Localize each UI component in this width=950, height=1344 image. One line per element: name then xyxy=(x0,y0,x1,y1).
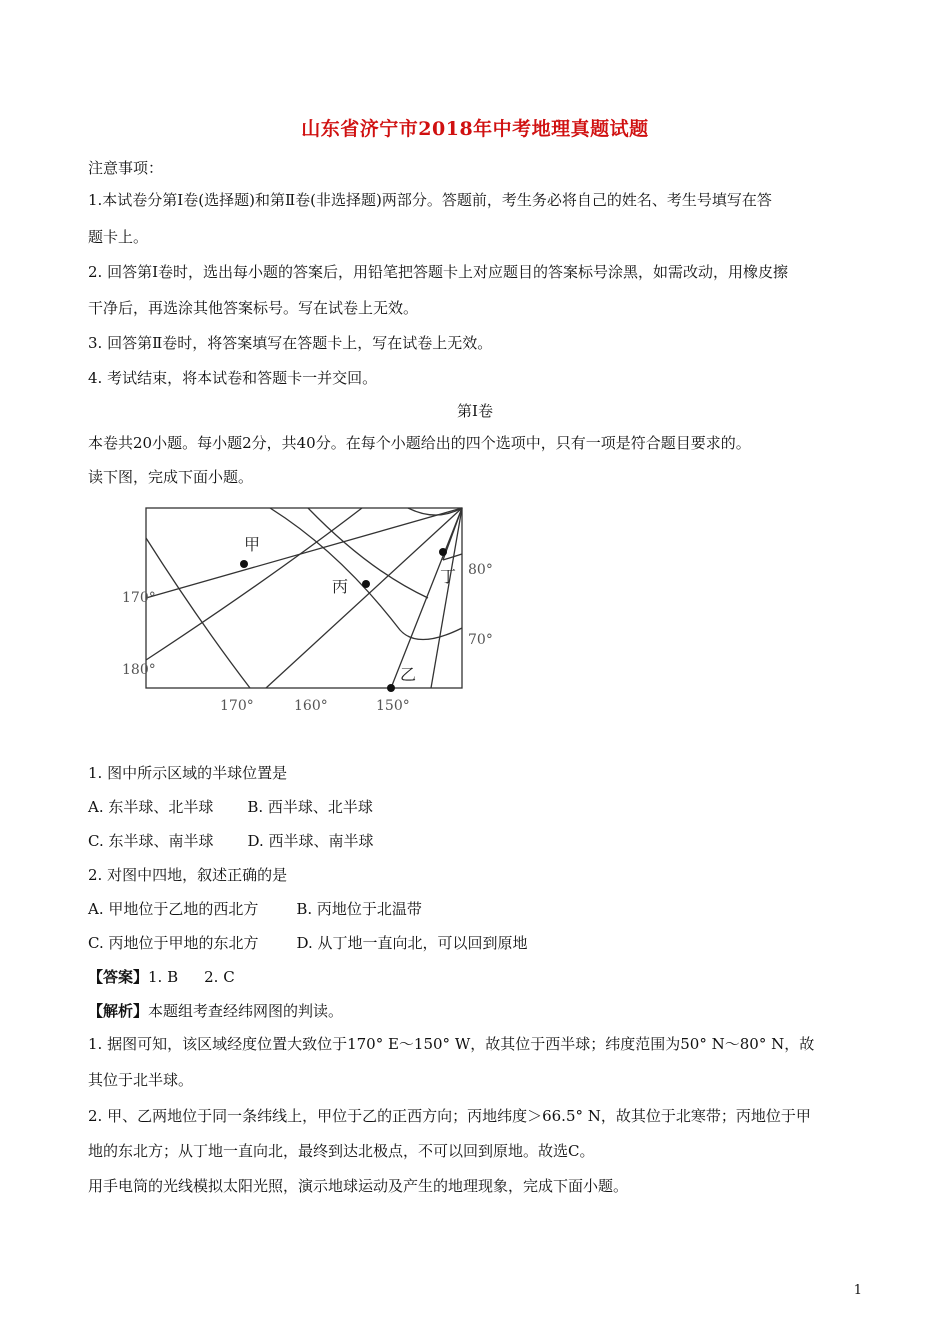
analysis-intro: 本题组考查经纬网图的判读。 xyxy=(148,1002,344,1020)
left-170-label: 170° xyxy=(122,590,156,606)
lat-80-label: 80° xyxy=(468,562,493,578)
analysis-p1: 1. 据图可知，该区域经度位置大致位于170° E～150° W，故其位于西半球；纬度范围为50° N～80° N，故 xyxy=(88,1035,815,1053)
q2-option-c: C. 丙地位于甲地的东北方 xyxy=(88,934,259,952)
analysis-p2-cont: 地的东北方；从丁地一直向北，最终到达北极点，不可以回到原地。故选C。 xyxy=(88,1142,595,1160)
lat-70-label: 70° xyxy=(468,632,493,648)
answer-line xyxy=(88,966,235,987)
q1-stem: 1. 图中所示区域的半球位置是 xyxy=(88,764,288,782)
read-prompt: 读下图，完成下面小题。 xyxy=(88,468,254,486)
page-number: 1 xyxy=(853,1283,862,1298)
notice-item-2: 2. 回答第Ⅰ卷时，选出每小题的答案后，用铅笔把答题卡上对应题目的答案标号涂黑，如需改动，用橡皮擦 xyxy=(88,263,789,281)
notice-item-1: 1.本试卷分第Ⅰ卷(选择题)和第Ⅱ卷(非选择题)两部分。答题前，考生务必将自己的姓名、考生号填写在答 xyxy=(88,191,772,209)
analysis-intro-line xyxy=(88,1000,343,1021)
section-intro: 本卷共20小题。每小题2分，共40分。在每个小题给出的四个选项中，只有一项是符合题目要求的。 xyxy=(88,434,751,452)
answer-tag: 【答案】 xyxy=(88,968,149,986)
notice-heading: 注意事项： xyxy=(88,159,164,177)
point-bing-marker xyxy=(362,580,370,588)
analysis-tag: 【解析】 xyxy=(88,1002,149,1020)
bottom-160-label: 160° xyxy=(294,698,328,714)
q2-options-cd xyxy=(88,932,528,953)
point-ding-label: 丁 xyxy=(440,567,457,586)
document-title: 山东省济宁市2018年中考地理真题试题 xyxy=(301,118,649,140)
analysis-p2: 2. 甲、乙两地位于同一条纬线上，甲位于乙的正西方向；丙地纬度＞66.5° N，故其位于北寒带；丙地位于甲 xyxy=(88,1107,811,1125)
notice-item-4: 4. 考试结束，将本试卷和答题卡一并交回。 xyxy=(88,369,378,387)
answer-1: 1. B xyxy=(148,968,179,986)
point-jia-marker xyxy=(240,560,248,568)
notice-item-1-cont: 题卡上。 xyxy=(88,228,149,246)
section-title: 第Ⅰ卷 xyxy=(457,402,493,420)
point-jia-label: 甲 xyxy=(244,535,261,554)
notice-item-2-cont: 干净后，再选涂其他答案标号。写在试卷上无效。 xyxy=(88,299,419,317)
q2-option-a: A. 甲地位于乙地的西北方 xyxy=(88,900,259,918)
bottom-150-label: 150° xyxy=(376,698,410,714)
point-yi-label: 乙 xyxy=(400,665,417,684)
latitude-arc xyxy=(408,508,462,515)
meridian-line xyxy=(146,508,462,598)
q1-options-ab xyxy=(88,796,373,817)
latitude-arc xyxy=(146,508,362,660)
bottom-170-label: 170° xyxy=(220,698,254,714)
q1-option-d: D. 西半球、南半球 xyxy=(247,832,374,850)
point-bing-label: 丙 xyxy=(332,577,349,596)
q1-option-a: A. 东半球、北半球 xyxy=(88,798,214,816)
notice-item-3: 3. 回答第Ⅱ卷时，将答案填写在答题卡上，写在试卷上无效。 xyxy=(88,334,493,352)
map-frame xyxy=(146,508,462,688)
next-prompt: 用手电筒的光线模拟太阳光照，演示地球运动及产生的地理现象，完成下面小题。 xyxy=(88,1177,629,1195)
meridian-line xyxy=(266,508,462,688)
q2-stem: 2. 对图中四地，叙述正确的是 xyxy=(88,866,288,884)
point-yi-marker xyxy=(387,684,395,692)
q1-options-cd xyxy=(88,830,374,851)
q1-option-c: C. 东半球、南半球 xyxy=(88,832,214,850)
latitude-arc xyxy=(270,508,462,640)
q1-option-b: B. 西半球、北半球 xyxy=(247,798,373,816)
latitude-arc xyxy=(146,538,250,688)
graticule-map xyxy=(118,500,493,720)
analysis-p1-cont: 其位于北半球。 xyxy=(88,1071,194,1089)
meridian-line xyxy=(431,508,462,688)
latitude-arc xyxy=(443,554,462,560)
q2-option-d: D. 从丁地一直向北，可以回到原地 xyxy=(296,934,528,952)
left-180-label: 180° xyxy=(122,662,156,678)
answer-2: 2. C xyxy=(204,968,235,986)
q2-options-ab xyxy=(88,898,422,919)
q2-option-b: B. 丙地位于北温带 xyxy=(296,900,422,918)
point-ding-marker xyxy=(439,548,447,556)
